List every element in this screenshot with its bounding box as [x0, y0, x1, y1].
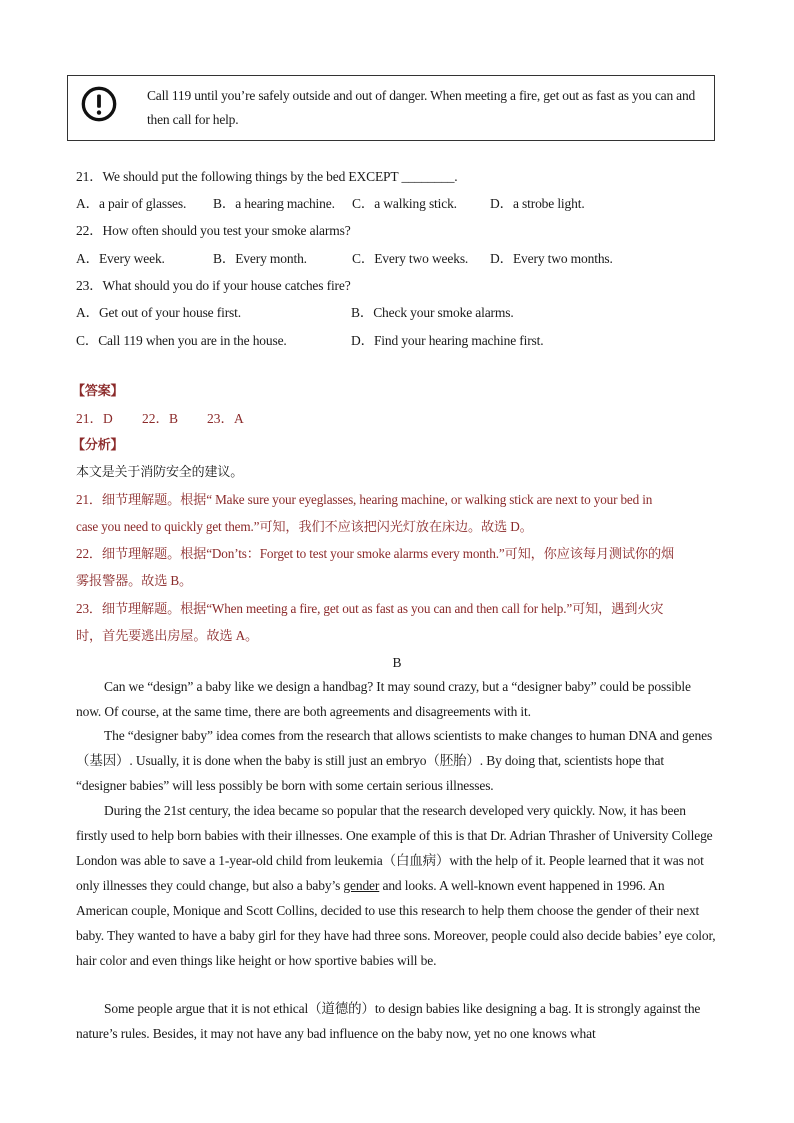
- q21-option-a: A．a pair of glasses.: [76, 196, 187, 211]
- q23-option-d: D．Find your hearing machine first.: [351, 333, 544, 348]
- question-21-stem: 21．We should put the following things by the bed EXCEPT ________.: [76, 169, 458, 184]
- exclamation-circle-icon: [80, 85, 118, 123]
- q21-option-c: C．a walking stick.: [352, 196, 457, 211]
- paragraph-3-part-a: During the 21st century, the idea became so popular that the research developed very quickly. Now, it has been firstly used to help born babies with their illnesses. One example of this is that Dr. Adrian Thrasher of University College London was able to save a 1-year-old child from leukemia（白血病）with the help of it. People learned that it was not only illnesses they could change, but also a baby’s: [76, 803, 713, 893]
- analysis-21-line1: 21．细节理解题。根据“ Make sure your eyeglasses, hearing machine, or walking stick are next to your bed in: [76, 492, 653, 507]
- q21-option-b: B．a hearing machine.: [213, 196, 335, 211]
- answer-23: 23．A: [207, 411, 244, 426]
- passage-heading: B: [392, 655, 402, 670]
- q21-option-d: D．a strobe light.: [490, 196, 585, 211]
- q23-option-c: C．Call 119 when you are in the house.: [76, 333, 287, 348]
- answer-22: 22．B: [142, 411, 179, 426]
- analysis-22-line2: 雾报警器。故选 B。: [76, 573, 193, 588]
- analysis-23-line1: 23．细节理解题。根据“When meeting a fire, get out as fast as you can and then call for help.”可知，遇到火灾: [76, 601, 664, 616]
- paragraph-3-part-b: and looks. A well-known event happened in 1996. An American couple, Monique and Scott Collins, decided to use this research to help them choose the gender of their next baby. They wanted to have a baby girl for they have had three sons. Moreover, people could also decide babies’ eye color, hair color and even things like height or how sportive babies will be.: [76, 878, 716, 968]
- passage-paragraph-4: Some people argue that it is not ethical（道德的）to design babies like designing a bag. It is strongly against the nature’s rules. Besides, it may not have any bad influence on the baby now, yet no one knows what: [76, 1001, 701, 1041]
- q23-option-a: A．Get out of your house first.: [76, 305, 241, 320]
- analysis-label: 【分析】: [72, 438, 124, 453]
- q22-option-b: B．Every month.: [213, 251, 307, 266]
- fire-safety-notice-box: [67, 75, 715, 141]
- analysis-22-line1: 22．细节理解题。根据“Don’ts：Forget to test your smoke alarms every month.”可知，你应该每月测试你的烟: [76, 546, 675, 561]
- analysis-21-line2: case you need to quickly get them.”可知，我们不应该把闪光灯放在床边。故选 D。: [76, 519, 533, 534]
- question-22-stem: 22．How often should you test your smoke alarms?: [76, 223, 351, 238]
- answer-21: 21．D: [76, 411, 113, 426]
- notice-text: Call 119 until you’re safely outside and out of danger. When meeting a fire, get out as fast as you can and then call for help.: [147, 88, 696, 127]
- passage-paragraph-3: [76, 798, 716, 973]
- q22-option-c: C．Every two weeks.: [352, 251, 469, 266]
- q23-option-b: B．Check your smoke alarms.: [351, 305, 514, 320]
- passage-paragraph-2: The “designer baby” idea comes from the research that allows scientists to make changes to human DNA and genes（基因）. Usually, it is done when the baby is still just an embryo（胚胎）. By doing that, scientists hope that “designer babies” will less possibly be born with some certain serious illnesses.: [76, 728, 713, 793]
- answer-label: 【答案】: [72, 384, 124, 399]
- q22-option-d: D．Every two months.: [490, 251, 613, 266]
- passage-paragraph-1: Can we “design” a baby like we design a handbag? It may sound crazy, but a “designer baby” could be possible now. Of course, at the same time, there are both agreements and disagreements with it.: [76, 679, 691, 719]
- underlined-word-gender: gender: [343, 878, 380, 893]
- analysis-23-line2: 时，首先要逃出房屋。故选 A。: [76, 628, 259, 643]
- q22-option-a: A．Every week.: [76, 251, 165, 266]
- question-23-stem: 23．What should you do if your house catches fire?: [76, 278, 351, 293]
- analysis-intro: 本文是关于消防安全的建议。: [76, 465, 244, 480]
